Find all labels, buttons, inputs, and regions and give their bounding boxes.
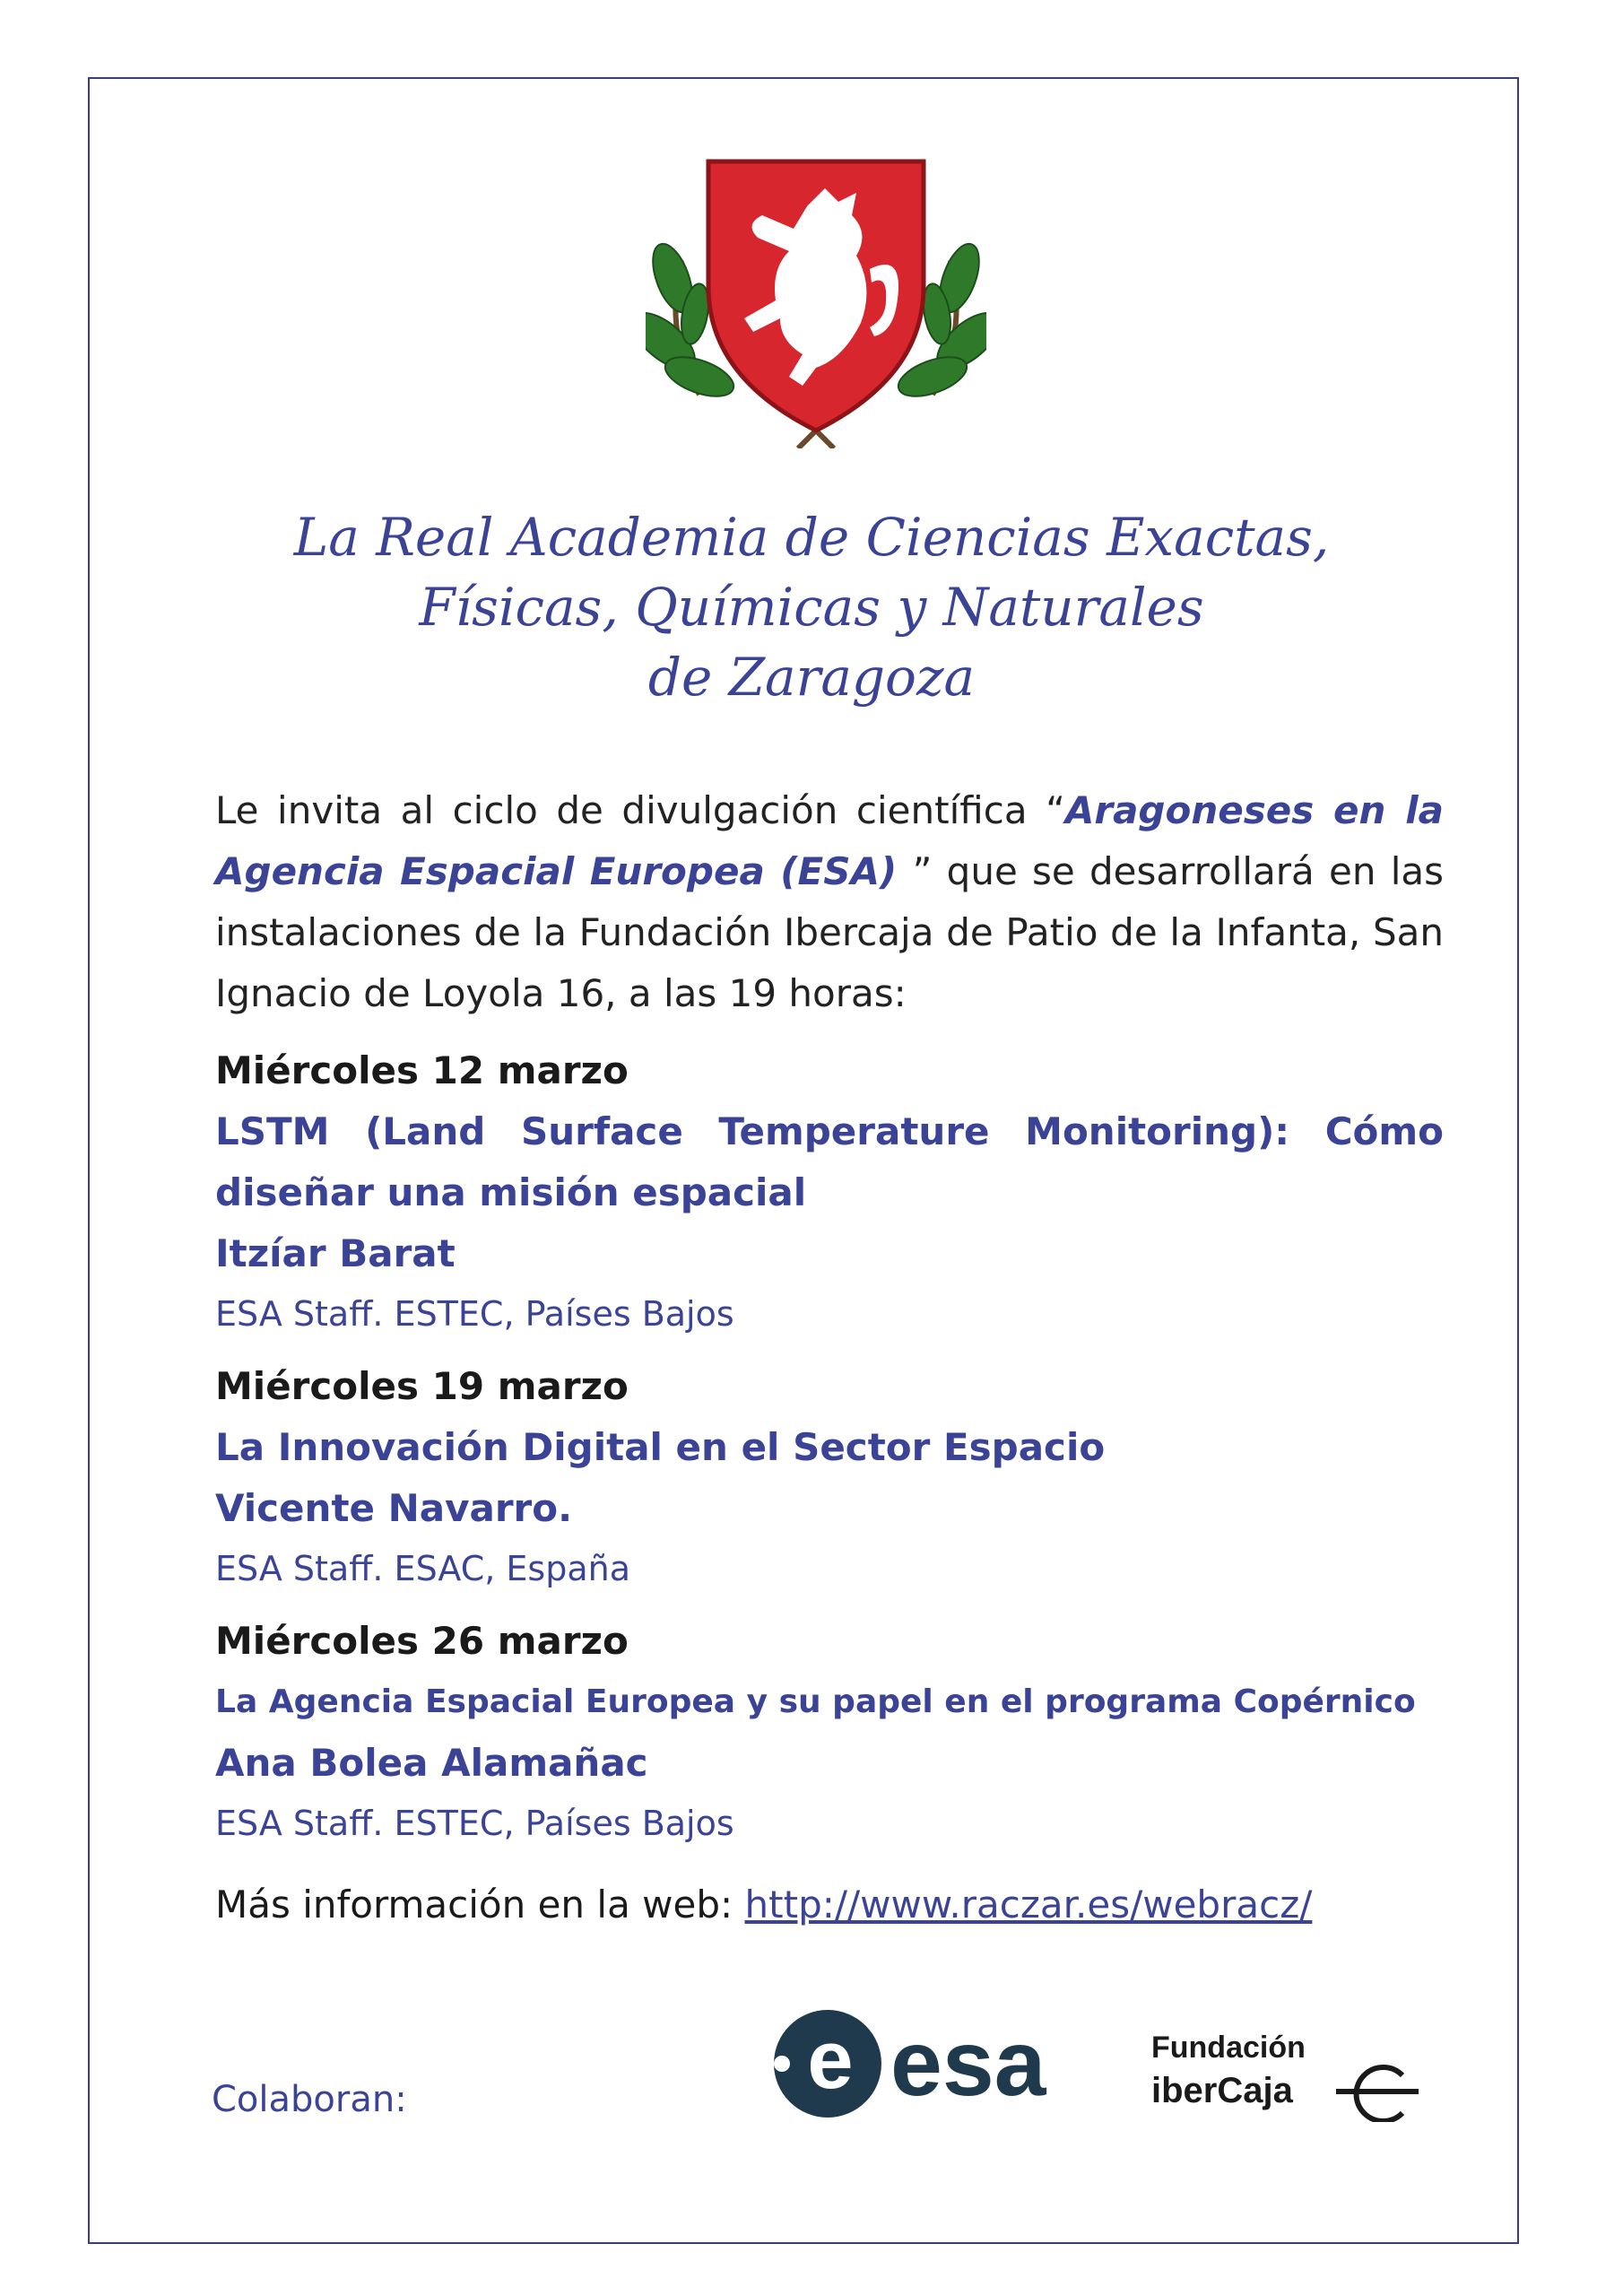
event-title: LSTM (Land Surface Temperature Monitoring): Cómo diseñar una misión espacial [215, 1109, 1444, 1214]
event-speaker: Vicente Navarro. [215, 1486, 573, 1530]
event-affiliation: ESA Staff. ESTEC, Países Bajos [215, 1804, 734, 1843]
ibercaja-symbol-icon [1336, 2067, 1419, 2121]
event-title: La Agencia Espacial Europea y su papel en el programa Copérnico [215, 1683, 1416, 1720]
event-date: Miércoles 12 marzo [215, 1048, 629, 1092]
event-date: Miércoles 19 marzo [215, 1364, 629, 1408]
esa-logo [769, 2005, 1074, 2122]
website-link[interactable]: http://www.raczar.es/webracz/ [744, 1883, 1313, 1926]
academy-crest [646, 152, 986, 448]
event-affiliation: ESA Staff. ESAC, España [215, 1549, 630, 1588]
ibercaja-logo [1150, 2023, 1436, 2122]
esa-logo-text: esa [890, 2012, 1046, 2116]
event-speaker: Itzíar Barat [215, 1231, 456, 1275]
more-info [215, 1874, 1312, 1935]
academy-name-line2: Físicas, Químicas y Naturales [419, 577, 1204, 638]
academy-name [215, 502, 1408, 712]
more-info-label: Más información en la web: [215, 1883, 745, 1926]
event-affiliation: ESA Staff. ESTEC, Países Bajos [215, 1294, 734, 1334]
academy-name-line1: La Real Academia de Ciencias Exactas, [293, 507, 1330, 568]
event-date: Miércoles 26 marzo [215, 1619, 629, 1663]
cycle-title: Aragoneses en la Agencia Espacial Europea (ESA) [215, 788, 1444, 893]
ibercaja-logo-line2: iberCaja [1151, 2071, 1293, 2110]
event-speaker: Ana Bolea Alamañac [215, 1741, 648, 1785]
intro-text-1: Le invita al ciclo de divulgación científica “ [215, 788, 1065, 832]
event-1 [215, 1040, 1444, 1344]
event-title: La Innovación Digital en el Sector Espacio [215, 1425, 1106, 1469]
colaboran-label: Colaboran: [212, 2079, 407, 2120]
invitation-paragraph [215, 780, 1444, 1024]
ibercaja-logo-line1: Fundación [1151, 2031, 1306, 2065]
event-2 [215, 1356, 1444, 1598]
event-3 [215, 1611, 1444, 1853]
esa-logo-e: e [807, 2014, 854, 2106]
intro-text-2: ” que se desarrollará en las instalaciones de la Fundación Ibercaja de Patio de la Infanta, San Ignacio de Loyola 16, a las 19 horas: [215, 849, 1445, 1015]
academy-name-line3: de Zaragoza [647, 647, 976, 708]
